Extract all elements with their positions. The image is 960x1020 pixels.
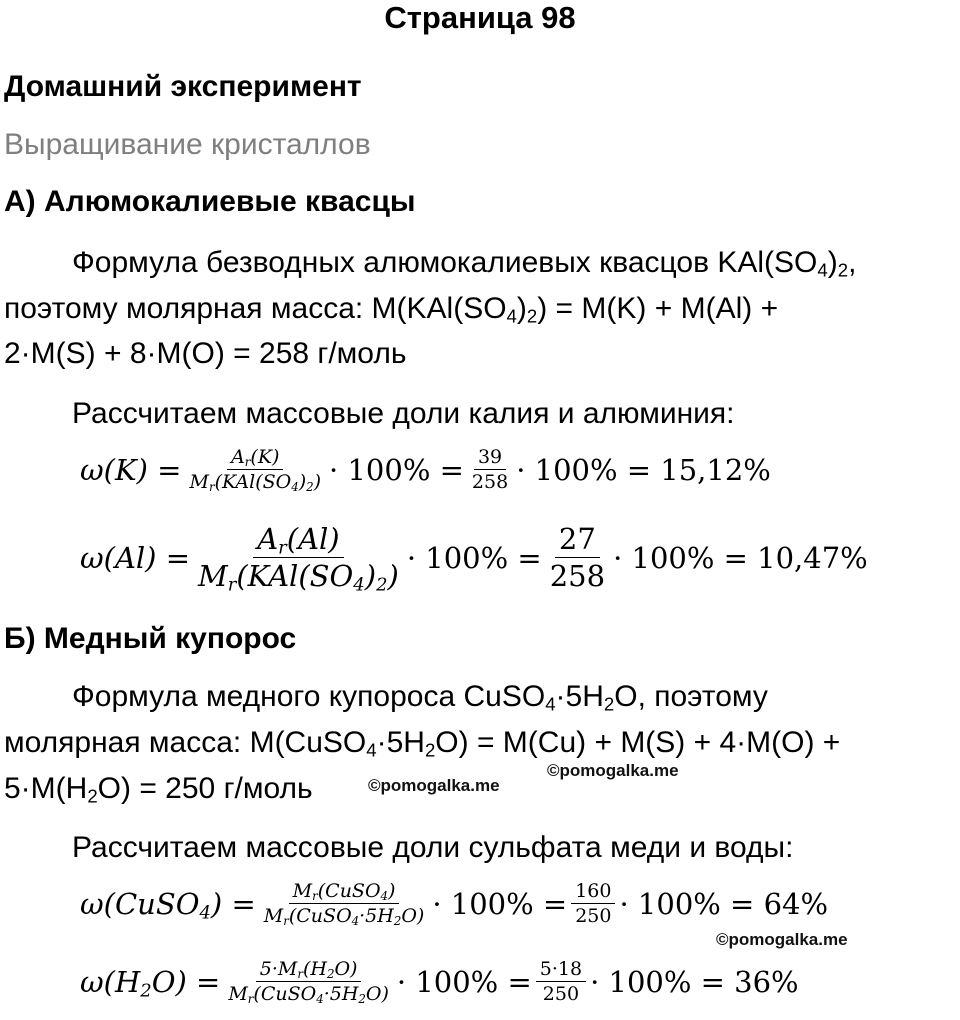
part-b-paragraph-line-1: Формула медного купороса $CuSO_4\cdot 5H_2O$, поэтому <box>72 680 768 715</box>
watermark: ©pomogalka.me <box>716 930 848 949</box>
part-a-paragraph-line-3: 2·M(S) + 8·M(O) = 258 г/моль <box>4 337 407 370</box>
formula-omega-h2o: $\omega(H_2O)$ = $\frac{5\cdot M_r(H_2O)}{M_r(CuSO_4\cdot 5H_2O)}$ · 100% = $\frac{5\cdot 18}{250}$ · 100% = 36% <box>80 958 799 1006</box>
part-b-paragraph-line-3: $5\cdot M(H_2O) = 250$ г/моль <box>4 772 313 807</box>
part-b-heading: Б) Медный купорос <box>4 622 297 655</box>
formula-omega-al: ω(Al) = $\frac{A_r(Al)}{M_r(KAl(SO_4)_2)}$ · 100% = $\frac{27}{258}$ · 100% = 10,47% <box>80 522 868 596</box>
page-title: Страница 98 <box>384 0 576 35</box>
part-a-paragraph-line-2: поэтому молярная масса: $M(KAl(SO_4)_2) = M(K) + M(Al)$ + <box>4 292 779 327</box>
part-b-paragraph-line-2: молярная масса: $M(CuSO_4\cdot 5H_2O) = M(Cu) + M(S) + 4\cdot M(O)$ + <box>4 726 841 761</box>
watermark: ©pomogalka.me <box>547 761 679 780</box>
section-heading: Домашний эксперимент <box>4 70 362 103</box>
formula-omega-k: ω(K) = $\frac{A_r(K)}{M_r(KAl(SO_4)_2)}$ · 100% = $\frac{39}{258}$ · 100% = 15,12% <box>80 446 771 494</box>
part-a-heading: А) Алюмокалиевые квасцы <box>4 185 416 218</box>
watermark: ©pomogalka.me <box>368 776 500 795</box>
part-b-calc-intro: Рассчитаем массовые доли сульфата меди и воды: <box>72 831 794 864</box>
part-a-paragraph-line-1: Формула безводных алюмокалиевых квасцов $KAl(SO_4)_2$, <box>72 246 857 281</box>
subheading: Выращивание кристаллов <box>4 128 371 161</box>
formula-omega-cuso4: ω(CuSO$_4$) = $\frac{M_r(CuSO_4)}{M_r(CuSO_4\cdot 5H_2O)}$ · 100% = $\frac{160}{250}$ · 100% = 64% <box>80 880 829 928</box>
part-a-calc-intro: Рассчитаем массовые доли калия и алюминия: <box>72 397 735 430</box>
